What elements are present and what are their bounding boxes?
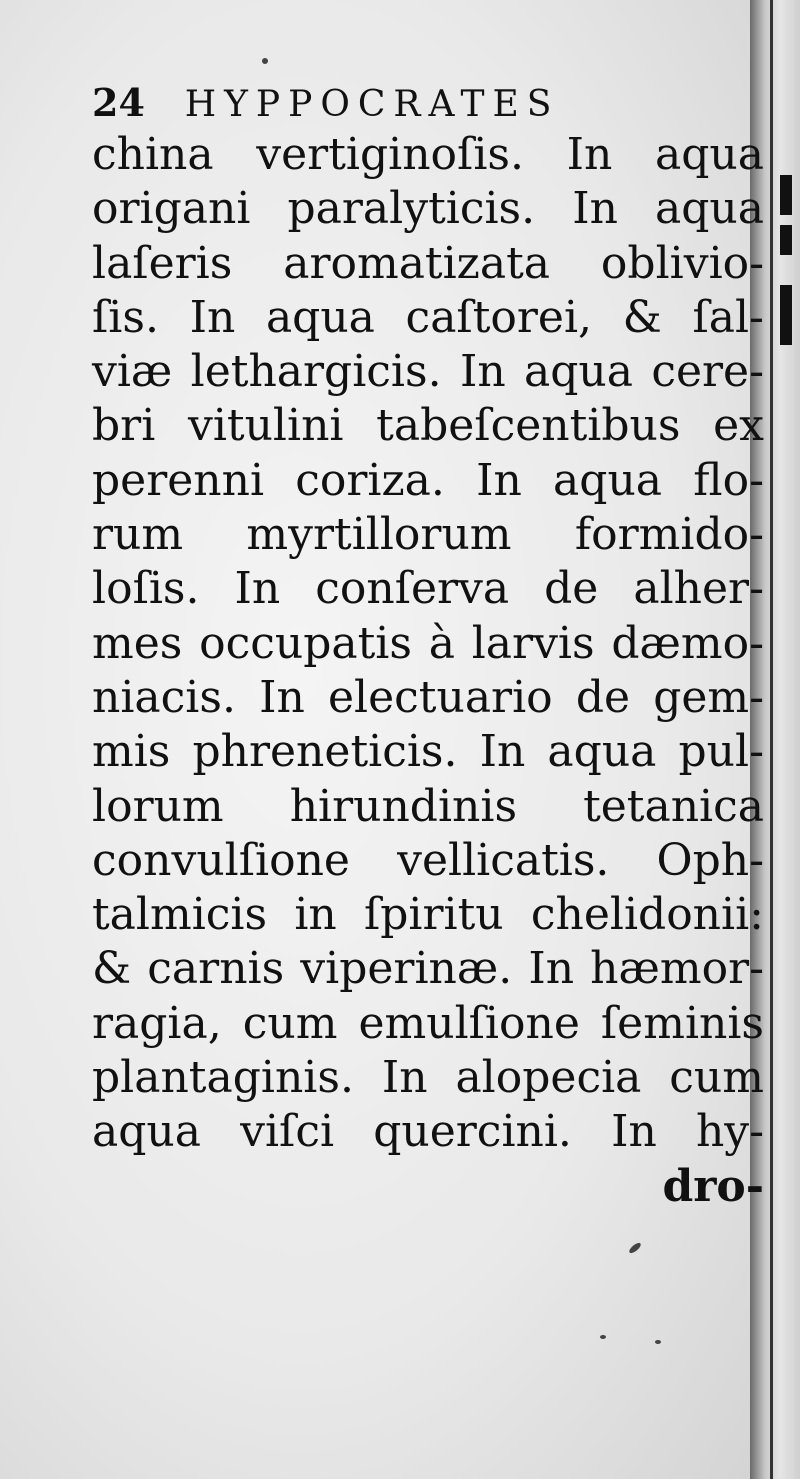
word: rum: [92, 509, 184, 561]
word: larvis: [471, 617, 595, 669]
gutter-mark: [780, 285, 792, 345]
word: occupatis: [199, 617, 412, 669]
word: mes: [92, 617, 183, 669]
word: conſerva: [315, 563, 510, 615]
word: cum: [669, 1052, 764, 1104]
word: paralyticis.: [287, 183, 536, 235]
word: vertiginoſis.: [256, 129, 524, 180]
word: ſpiritu: [363, 889, 504, 941]
word: &: [622, 291, 662, 343]
word: flo-: [693, 454, 764, 506]
text-line: [92, 508, 764, 562]
word: hirundinis: [289, 780, 518, 832]
word: ex: [713, 400, 764, 452]
word: de: [575, 671, 631, 723]
word: hæmor-: [590, 943, 764, 995]
word: oblivio-: [600, 237, 764, 289]
word: aqua: [524, 346, 633, 398]
word: hy-: [695, 1106, 764, 1158]
word: formido-: [574, 509, 764, 561]
word: in: [294, 889, 337, 941]
text-line: [92, 888, 764, 942]
word: aqua: [655, 129, 764, 180]
catchword: dro-: [662, 1160, 764, 1212]
gutter-mark: [780, 175, 792, 215]
text-line: [92, 942, 764, 996]
running-title: HYPPOCRATES: [184, 84, 560, 125]
word: convulſione: [92, 834, 350, 886]
word: electuario: [328, 671, 553, 723]
word: emulſione: [358, 997, 580, 1049]
word: à: [428, 617, 455, 669]
word: In: [479, 726, 526, 778]
word: quercini.: [373, 1106, 572, 1158]
text-line: [92, 237, 764, 291]
word: china: [92, 129, 214, 180]
ink-speck: [600, 1335, 606, 1339]
word: de: [544, 563, 599, 615]
word: origani: [92, 183, 251, 235]
catchword-line: [92, 1160, 764, 1214]
word: pul-: [678, 726, 764, 778]
body-text: [92, 128, 764, 1214]
text-line: [92, 291, 764, 345]
text-line: [92, 128, 764, 182]
word: vitulini: [187, 400, 344, 452]
word: cum: [242, 997, 338, 1049]
word: cere-: [651, 346, 764, 398]
word: aqua: [547, 726, 657, 778]
text-line: [92, 780, 764, 834]
word: In: [259, 671, 305, 723]
word: Oph-: [656, 834, 764, 886]
word: ſeminis: [600, 997, 764, 1049]
word: dæmo-: [611, 617, 764, 669]
word: tabeſcentibus: [376, 400, 681, 452]
word: ragia,: [92, 997, 222, 1049]
gutter-edge-line: [770, 0, 773, 1479]
text-line: [92, 671, 764, 725]
word: In: [234, 563, 281, 615]
page-number: 24: [92, 80, 145, 125]
page-header: [92, 78, 692, 128]
ink-speck: [655, 1340, 661, 1344]
word: In: [476, 454, 522, 506]
word: viſci: [240, 1106, 335, 1158]
word: lethargicis.: [190, 346, 442, 398]
word: mis: [92, 726, 171, 778]
word: In: [572, 183, 618, 235]
word: ſal-: [692, 291, 764, 343]
word: laſeris: [92, 237, 233, 289]
word: bri: [92, 400, 156, 452]
word: plantaginis.: [92, 1052, 354, 1104]
word: perenni: [92, 454, 265, 506]
word: gem-: [653, 671, 764, 723]
word: alher-: [633, 563, 764, 615]
word: In: [381, 1052, 428, 1104]
text-line: [92, 182, 764, 236]
word: niacis.: [92, 671, 236, 723]
word: coriza.: [295, 454, 445, 506]
word: myrtillorum: [246, 509, 512, 561]
word: In: [611, 1106, 657, 1158]
text-line: [92, 454, 764, 508]
word: alopecia: [455, 1052, 642, 1104]
word: loſis.: [92, 563, 200, 615]
word: In: [566, 129, 613, 180]
word: aqua: [92, 1106, 201, 1158]
word: carnis: [147, 943, 285, 995]
word: tetanica: [583, 780, 764, 832]
word: In: [459, 346, 506, 398]
word: &: [92, 943, 132, 995]
text-line: [92, 997, 764, 1051]
gutter-mark: [780, 225, 792, 255]
word: talmicis: [92, 889, 268, 941]
text-line: [92, 725, 764, 779]
word: aqua: [553, 454, 663, 506]
word: In: [189, 291, 236, 343]
word: vellicatis.: [397, 834, 610, 886]
text-line: [92, 345, 764, 399]
text-line: [92, 562, 764, 616]
word: caſtorei,: [405, 291, 593, 343]
text-line: [92, 617, 764, 671]
word: viperinæ.: [300, 943, 513, 995]
word: aqua: [265, 291, 375, 343]
word: ſis.: [92, 291, 159, 343]
text-line: [92, 834, 764, 888]
word: lorum: [92, 780, 224, 832]
word: aromatizata: [283, 237, 551, 289]
ink-speck: [262, 58, 268, 64]
text-line: [92, 1105, 764, 1159]
word: aqua: [655, 183, 764, 235]
text-line: [92, 399, 764, 453]
text-line: [92, 1051, 764, 1105]
word: In: [528, 943, 575, 995]
word: viæ: [92, 346, 173, 398]
word: chelidonii:: [530, 889, 764, 941]
word: phreneticis.: [192, 726, 458, 778]
